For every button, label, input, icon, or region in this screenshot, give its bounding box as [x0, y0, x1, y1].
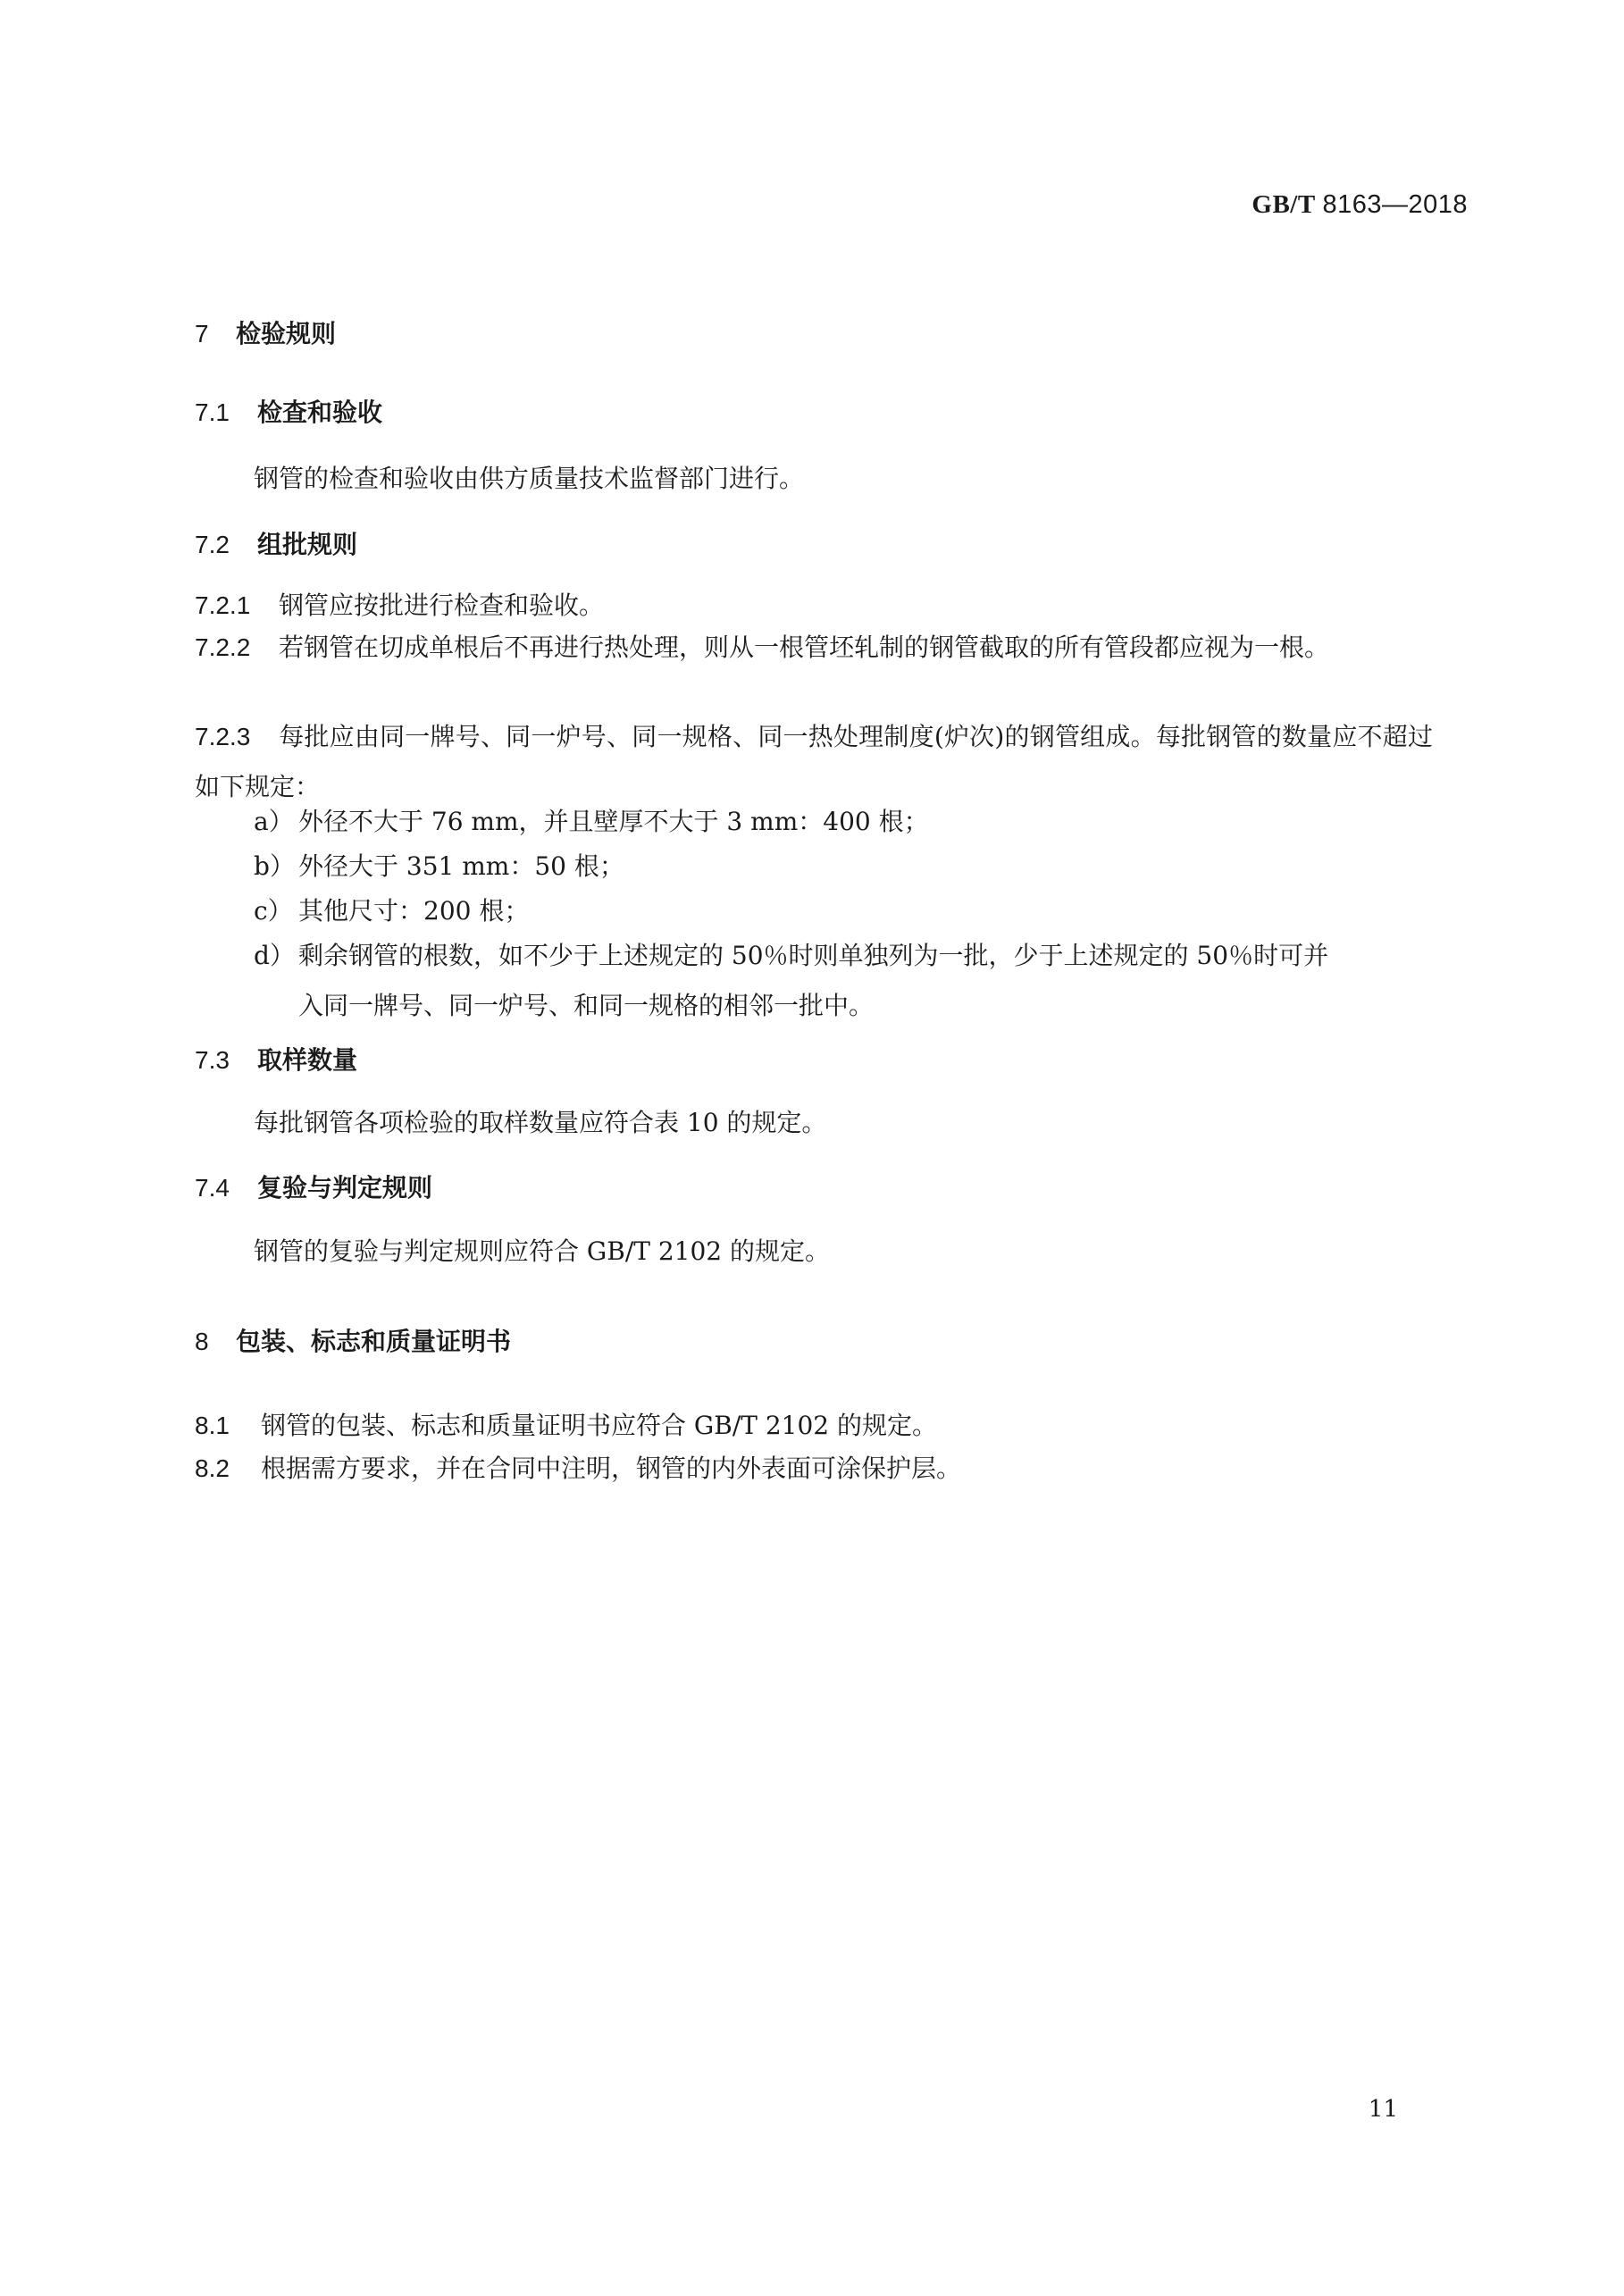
list-item-a: [254, 797, 1433, 847]
list-label: a）: [254, 807, 294, 836]
section-7-4-heading: [195, 1169, 432, 1204]
clause-number: 7.2.2: [195, 633, 251, 661]
section-title: 复验与判定规则: [257, 1173, 433, 1202]
section-number: 7.1: [195, 398, 230, 426]
section-7-3-heading: [195, 1041, 357, 1077]
section-title: 检验规则: [236, 319, 337, 348]
standard-code-prefix: GB/T: [1251, 190, 1316, 219]
clause-number: 8.2: [195, 1454, 230, 1482]
page-number: 11: [1368, 2096, 1398, 2123]
list-text: 其他尺寸：200 根；: [298, 896, 530, 926]
clause-text: 每批应由同一牌号、同一炉号、同一规格、同一热处理制度(炉次)的钢管组成。每批钢管的数量应不超过如下规定：: [195, 722, 1433, 801]
clause-7-2-2: [195, 623, 1433, 673]
list-text-continued: 入同一牌号、同一炉号、和同一规格的相邻一批中。: [298, 991, 875, 1020]
section-title: 组批规则: [257, 530, 358, 559]
list-item-b: [254, 842, 1433, 892]
standard-code-number: 8163—2018: [1322, 190, 1468, 219]
section-7-1-heading: [195, 393, 382, 429]
clause-8-2: [195, 1444, 1433, 1494]
section-title: 检查和验收: [257, 398, 383, 427]
section-7-heading: [195, 314, 336, 350]
clause-text: 根据需方要求，并在合同中注明，钢管的内外表面可涂保护层。: [261, 1454, 962, 1483]
clause-text: 若钢管在切成单根后不再进行热处理，则从一根管坯轧制的钢管截取的所有管段都应视为一根。: [279, 633, 1330, 662]
list-label: b）: [254, 851, 295, 881]
section-7-1-body: 钢管的检查和验收由供方质量技术监督部门进行。: [254, 464, 805, 493]
section-number: 8: [195, 1328, 209, 1355]
section-number: 7.2: [195, 531, 230, 558]
standard-code-header: [1251, 190, 1468, 220]
list-text: 外径大于 351 mm：50 根；: [298, 851, 624, 881]
section-7-3-body: 每批钢管各项检验的取样数量应符合表 10 的规定。: [254, 1108, 827, 1137]
list-text: 剩余钢管的根数，如不少于上述规定的 50％时则单独列为一批，少于上述规定的 50％时可并: [298, 941, 1329, 970]
section-7-4-body: 钢管的复验与判定规则应符合 GB/T 2102 的规定。: [254, 1236, 831, 1266]
section-7-2-heading: [195, 525, 357, 561]
section-title: 包装、标志和质量证明书: [236, 1327, 512, 1356]
clause-number: 8.1: [195, 1412, 230, 1439]
list-label: c）: [254, 896, 293, 926]
list-label: d）: [254, 941, 295, 970]
section-number: 7.3: [195, 1046, 230, 1074]
clause-text: 钢管的包装、标志和质量证明书应符合 GB/T 2102 的规定。: [261, 1411, 938, 1440]
section-title: 取样数量: [257, 1045, 358, 1075]
clause-number: 7.2.1: [195, 591, 251, 619]
clause-text: 钢管应按批进行检查和验收。: [279, 591, 605, 620]
list-item-c: [254, 886, 1433, 936]
section-number: 7: [195, 320, 209, 348]
section-8-heading: [195, 1322, 511, 1358]
list-item-d: [254, 931, 1433, 1031]
list-text: 外径不大于 76 mm，并且壁厚不大于 3 mm：400 根；: [298, 807, 929, 836]
section-number: 7.4: [195, 1174, 230, 1202]
clause-number: 7.2.3: [195, 723, 251, 750]
